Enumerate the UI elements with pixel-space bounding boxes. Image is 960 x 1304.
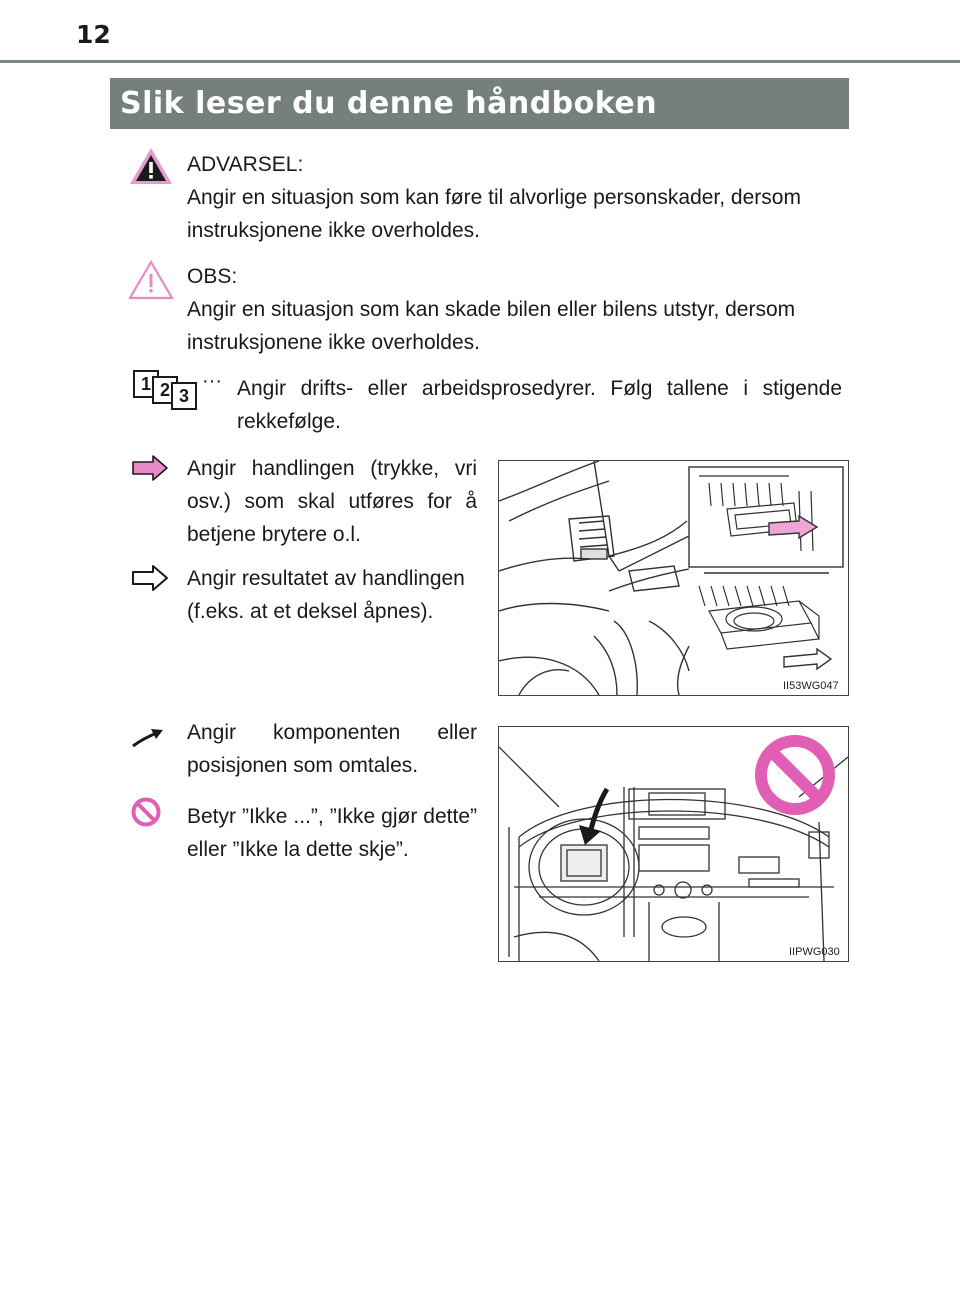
warning-body: Angir en situasjon som kan føre til alvorlige personskader, dersom instruksjonene ikke overholdes. — [187, 186, 801, 242]
warning-heading: ADVARSEL: — [187, 153, 304, 176]
result-body: Angir resultatet av handlingen (f.eks. at et deksel åpnes). — [187, 567, 465, 623]
step-number-1: 1 — [133, 370, 159, 398]
prohibition-icon — [130, 796, 162, 828]
action-body: Angir handlingen (trykke, vri osv.) som skal utføres for å betjene brytere o.l. — [187, 457, 477, 546]
warning-legend — [187, 148, 842, 247]
filled-arrow-right-icon — [131, 454, 169, 482]
dashboard-drawing — [499, 727, 848, 961]
step-number-2: 2 — [152, 376, 178, 404]
section-title: Slik leser du denne håndboken — [110, 78, 849, 129]
header-divider — [0, 60, 960, 63]
outline-arrow-right-icon — [131, 564, 169, 592]
steps-dots: ··· — [202, 370, 222, 392]
step-number-3: 3 — [171, 382, 197, 410]
notice-body: Angir en situasjon som kan skade bilen eller bilens utstyr, dersom instruksjonene ikke overholdes. — [187, 298, 796, 354]
dashboard-figure-code: IIPWG030 — [789, 946, 840, 958]
steps-body: Angir drifts- eller arbeidsprosedyrer. Følg tallene i stigende rekkefølge. — [237, 377, 842, 433]
warning-triangle-filled-icon — [128, 146, 174, 186]
notice-heading: OBS: — [187, 265, 238, 288]
warning-triangle-outline-icon — [128, 260, 174, 300]
pointer-arrow-icon — [131, 726, 165, 750]
notice-legend — [187, 260, 842, 359]
dashboard-illustration — [498, 726, 849, 962]
page-number: 12 — [76, 20, 111, 49]
cupholder-figure-code: II53WG047 — [783, 680, 839, 692]
cupholder-drawing — [499, 461, 848, 695]
cupholder-illustration — [498, 460, 849, 696]
component-body: Angir komponenten eller posisjonen som omtales. — [187, 721, 477, 777]
prohibition-body: Betyr ”Ikke ...”, ”Ikke gjør dette” eller ”Ikke la dette skje”. — [187, 805, 477, 861]
